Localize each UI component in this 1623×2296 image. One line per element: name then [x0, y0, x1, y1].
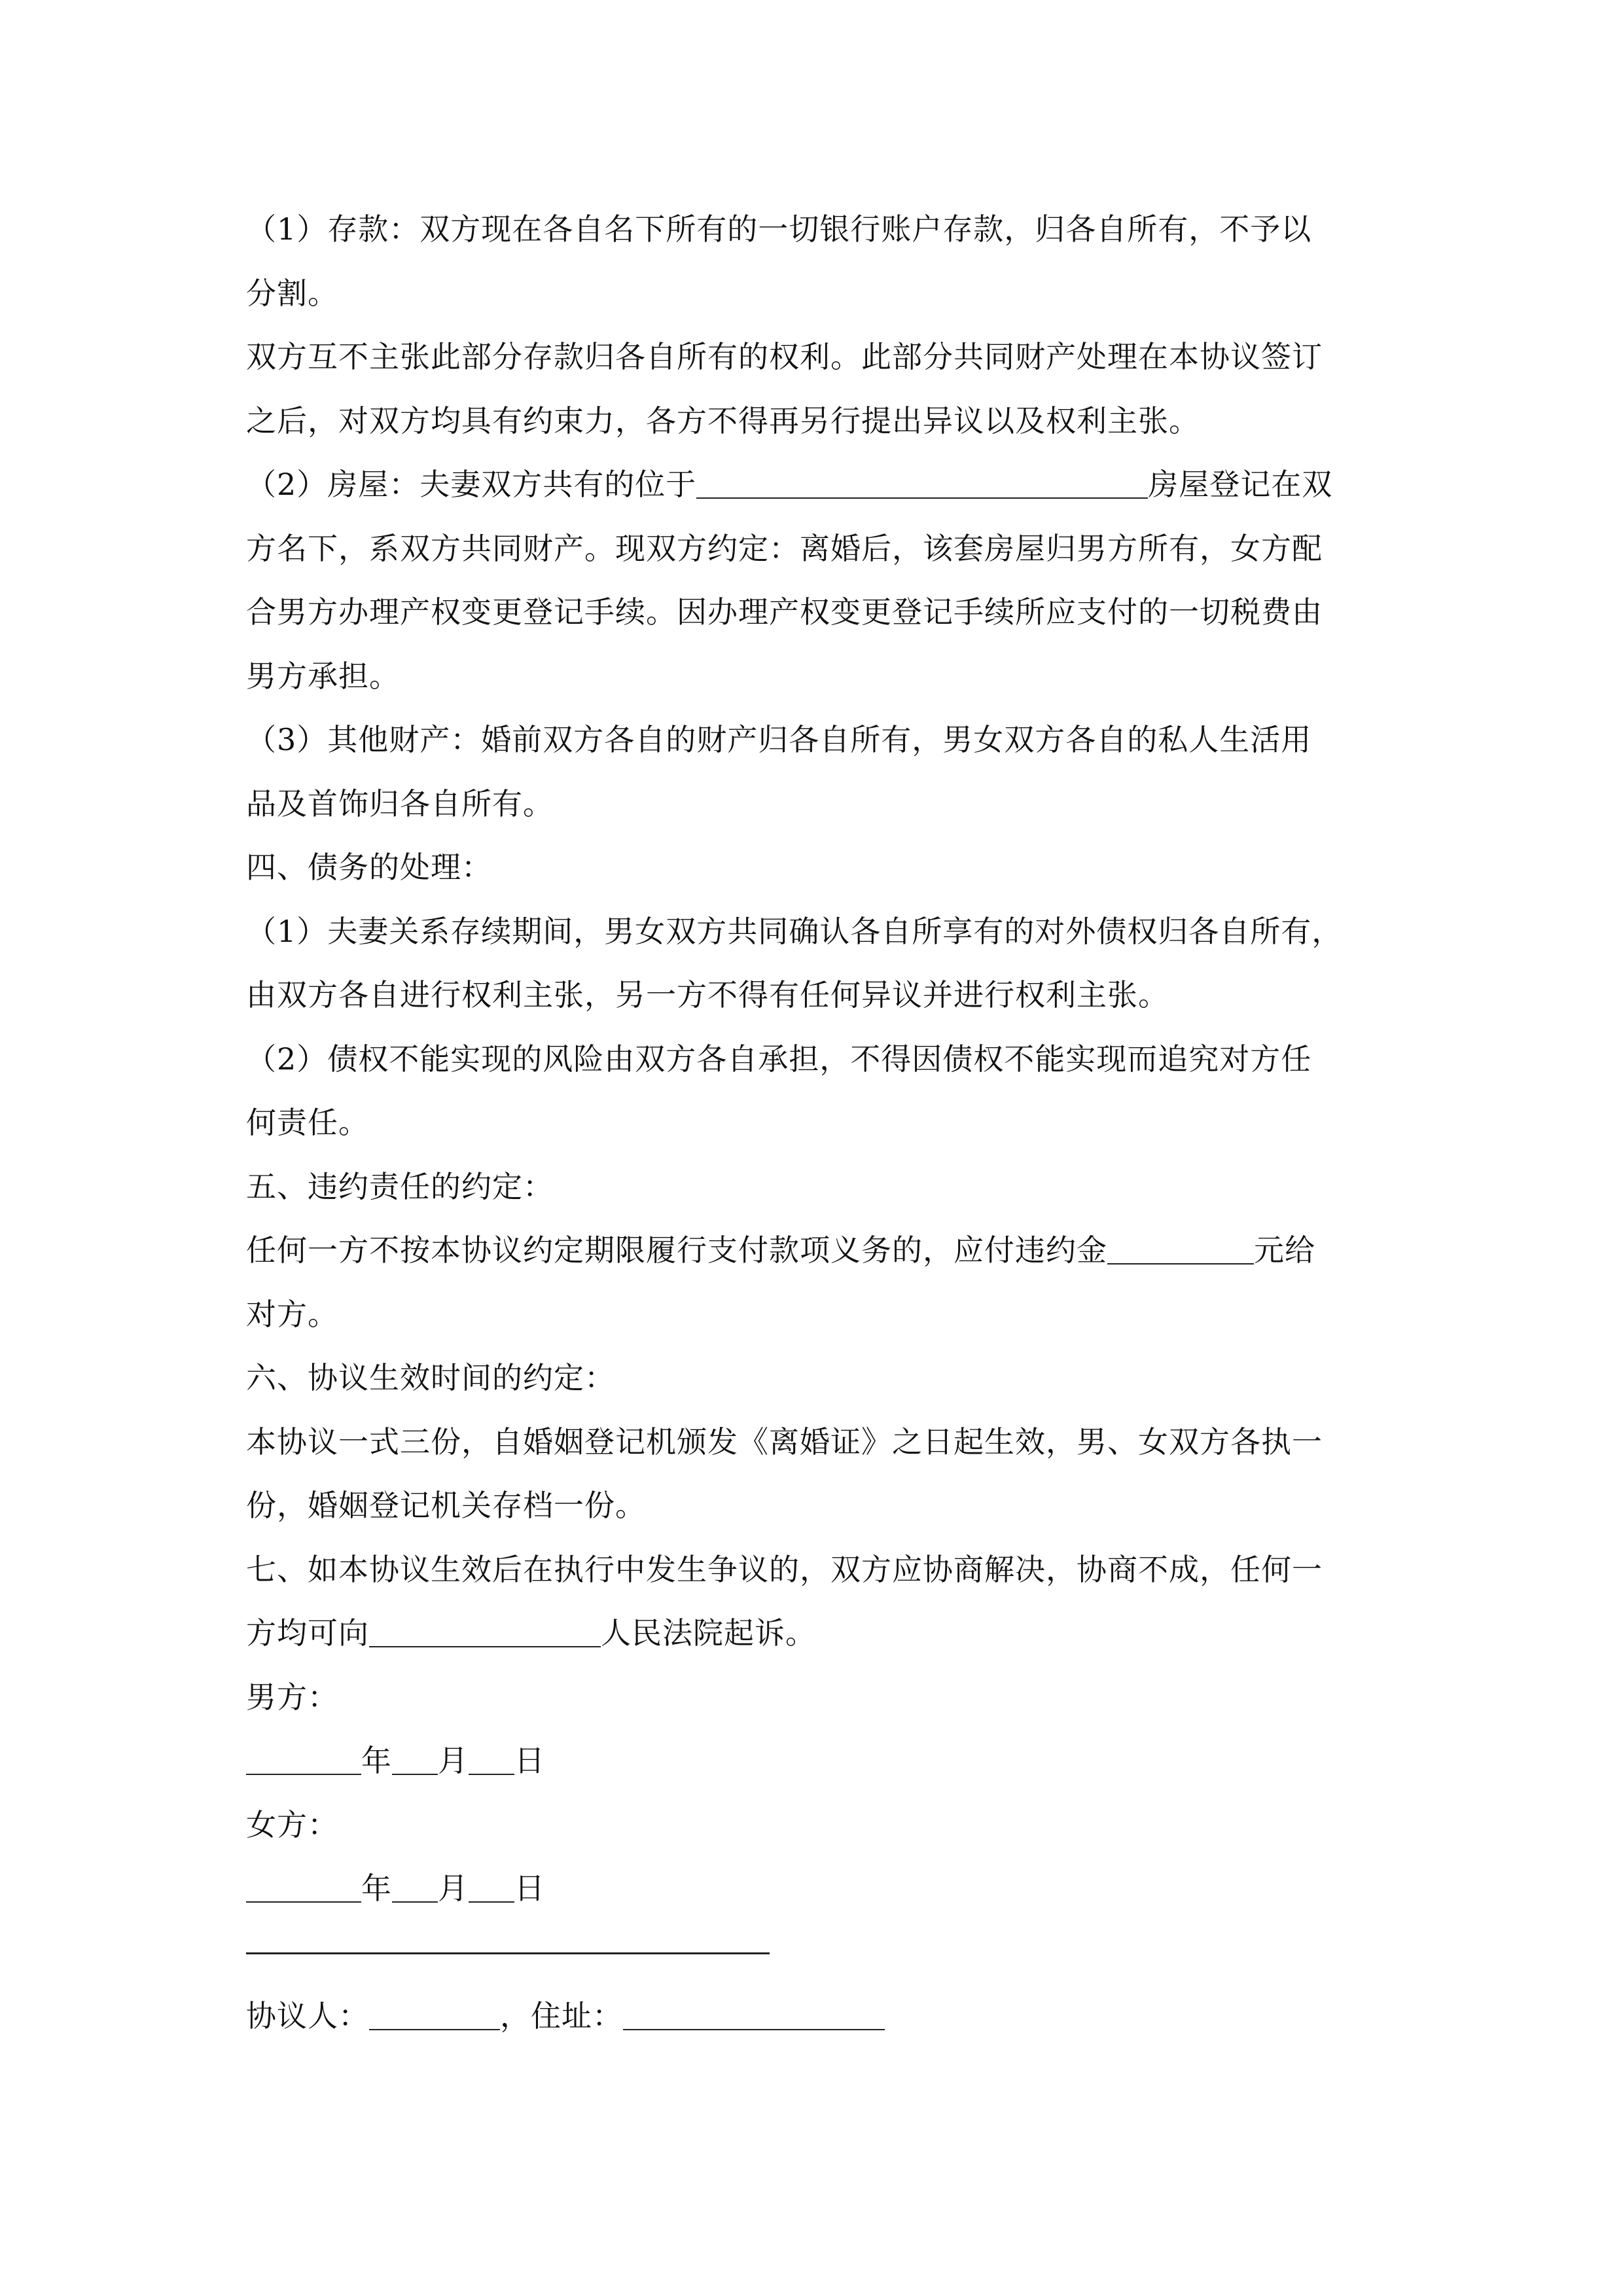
male-date-month-blank[interactable]: [392, 1744, 438, 1775]
day-label: 日: [514, 1743, 545, 1778]
breach-clause-prefix: 任何一方不按本协议约定期限履行支付款项义务的，应付违约金: [246, 1232, 1107, 1268]
deposit-clause-line-3: 双方互不主张此部分存款归各自所有的权利。此部分共同财产处理在本协议签订: [246, 339, 1323, 374]
other-property-line-2: 品及首饰归各自所有。: [246, 785, 554, 821]
debt-clause-2-line-1: （2）债权不能实现的风险由双方各自承担，不得因债权不能实现而追究对方任: [246, 1041, 1312, 1077]
house-clause-line-4: 男方承担。: [246, 658, 400, 694]
day-label: 日: [514, 1871, 545, 1906]
effect-clause-line-1: 本协议一式三份，自婚姻登记机颁发《离婚证》之日起生效，男、女双方各执一: [246, 1424, 1323, 1460]
separator-rule: [246, 1921, 1378, 1985]
agreement-body: [246, 198, 1378, 2049]
female-signature-date: [246, 1857, 1378, 1921]
dispute-clause-line-1: 七、如本协议生效后在执行中发生争议的，双方应协商解决，协商不成，任何一: [246, 1551, 1323, 1587]
house-clause-line-2: 方名下，系双方共同财产。现双方约定：离婚后，该套房屋归男方所有，女方配: [246, 530, 1323, 566]
breach-heading: 五、违约责任的约定：: [246, 1168, 554, 1204]
deposit-clause-line-1: （1）存款：双方现在各自名下所有的一切银行账户存款，归各自所有，不予以: [246, 211, 1312, 247]
dispute-clause-suffix: 人民法院起诉。: [601, 1615, 816, 1651]
address-blank[interactable]: [623, 1999, 885, 2030]
divider: [246, 1952, 770, 1954]
debt-clause-2-line-2: 何责任。: [246, 1105, 369, 1140]
breach-clause-line-1: [246, 1219, 1378, 1283]
debt-clause-1-line-2: 由双方各自进行权利主张，另一方不得有任何异议并进行权利主张。: [246, 977, 1169, 1013]
male-date-day-blank[interactable]: [469, 1744, 514, 1775]
male-date-year-blank[interactable]: [246, 1744, 361, 1775]
month-label: 月: [438, 1871, 469, 1906]
female-date-month-blank[interactable]: [392, 1871, 438, 1903]
penalty-amount-blank[interactable]: [1107, 1233, 1254, 1265]
female-date-day-blank[interactable]: [469, 1871, 514, 1903]
address-label: 住址：: [531, 1998, 623, 2034]
court-name-blank[interactable]: [369, 1616, 601, 1647]
male-party-label: 男方：: [246, 1679, 338, 1715]
house-location-blank[interactable]: [696, 467, 1148, 499]
house-clause-line-3: 合男方办理产权变更登记手续。因办理产权变更登记手续所应支付的一切税费由: [246, 594, 1323, 630]
female-date-year-blank[interactable]: [246, 1871, 361, 1903]
breach-clause-suffix: 元给: [1254, 1232, 1315, 1268]
effect-heading: 六、协议生效时间的约定：: [246, 1360, 615, 1395]
dispute-clause-line-2: [246, 1602, 1378, 1666]
party-address-line: [246, 1984, 1378, 2049]
party-name-blank[interactable]: [369, 1999, 500, 2030]
debt-heading: 四、债务的处理：: [246, 850, 492, 885]
month-label: 月: [438, 1743, 469, 1778]
breach-clause-line-2: 对方。: [246, 1296, 338, 1332]
dispute-clause-prefix: 方均可向: [246, 1615, 369, 1651]
year-label: 年: [361, 1743, 392, 1778]
year-label: 年: [361, 1871, 392, 1906]
house-clause-suffix: 房屋登记在双: [1148, 467, 1333, 502]
comma-separator: ，: [500, 1998, 531, 2034]
deposit-clause-line-4: 之后，对双方均具有约束力，各方不得再另行提出异议以及权利主张。: [246, 403, 1200, 439]
deposit-clause-line-2: 分割。: [246, 275, 338, 311]
other-property-line-1: （3）其他财产：婚前双方各自的财产归各自所有，男女双方各自的私人生活用: [246, 722, 1312, 757]
male-signature-date: [246, 1729, 1378, 1793]
house-clause-prefix: （2）房屋：夫妻双方共有的位于: [246, 467, 697, 502]
debt-clause-1-line-1: （1）夫妻关系存续期间，男女双方共同确认各自所享有的对外债权归各自所有，: [246, 913, 1343, 949]
effect-clause-line-2: 份，婚姻登记机关存档一份。: [246, 1488, 646, 1523]
party-label: 协议人：: [246, 1998, 369, 2034]
female-party-label: 女方：: [246, 1806, 338, 1842]
house-clause-line-1: [246, 453, 1378, 517]
